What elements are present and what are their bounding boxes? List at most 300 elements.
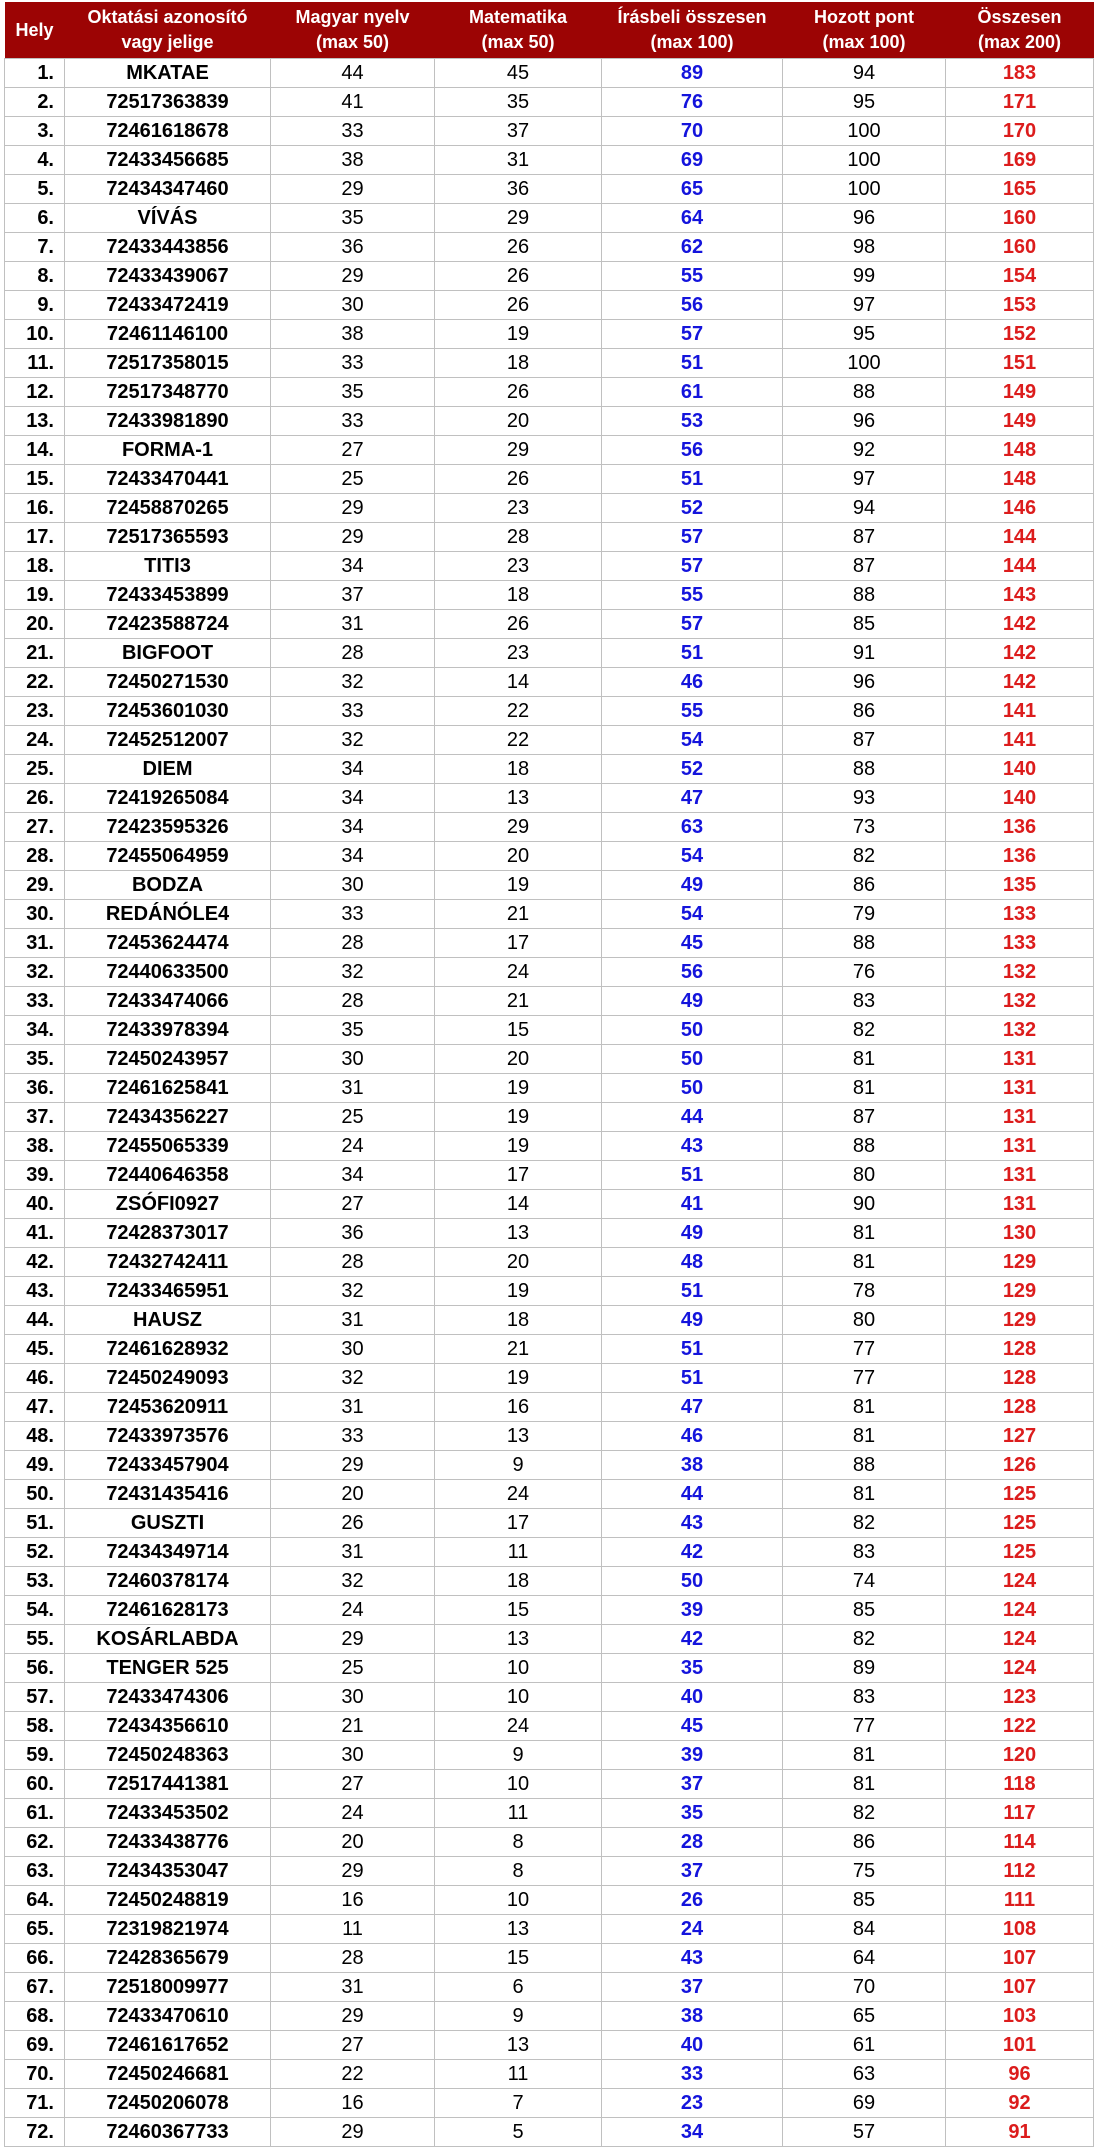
table-row <box>5 1857 1094 1886</box>
hozott-score-cell: 83 <box>783 987 946 1016</box>
table-row <box>5 233 1094 262</box>
osszesen-total-cell: 108 <box>946 1915 1094 1944</box>
table-row <box>5 668 1094 697</box>
rank-cell: 5. <box>5 175 65 204</box>
irasbeli-total-cell: 28 <box>602 1828 783 1857</box>
irasbeli-total-cell: 50 <box>602 1567 783 1596</box>
osszesen-total-cell: 120 <box>946 1741 1094 1770</box>
id-cell: 72452512007 <box>65 726 271 755</box>
matematika-score-cell: 18 <box>435 581 602 610</box>
rank-cell: 6. <box>5 204 65 233</box>
id-cell: 72433474066 <box>65 987 271 1016</box>
osszesen-total-cell: 107 <box>946 1944 1094 1973</box>
table-row <box>5 842 1094 871</box>
table-row <box>5 1422 1094 1451</box>
matematika-score-cell: 15 <box>435 1944 602 1973</box>
irasbeli-total-cell: 44 <box>602 1480 783 1509</box>
rank-cell: 21. <box>5 639 65 668</box>
matematika-score-cell: 26 <box>435 610 602 639</box>
osszesen-total-cell: 122 <box>946 1712 1094 1741</box>
id-cell: HAUSZ <box>65 1306 271 1335</box>
table-row <box>5 378 1094 407</box>
hozott-score-cell: 87 <box>783 523 946 552</box>
osszesen-total-cell: 103 <box>946 2002 1094 2031</box>
matematika-score-cell: 10 <box>435 1886 602 1915</box>
rank-cell: 40. <box>5 1190 65 1219</box>
rank-cell: 1. <box>5 59 65 88</box>
table-row <box>5 1190 1094 1219</box>
osszesen-total-cell: 140 <box>946 784 1094 813</box>
table-row <box>5 1886 1094 1915</box>
matematika-score-cell: 21 <box>435 1335 602 1364</box>
hozott-score-cell: 81 <box>783 1480 946 1509</box>
irasbeli-total-cell: 49 <box>602 987 783 1016</box>
table-row <box>5 1016 1094 1045</box>
magyar-score-cell: 32 <box>271 1567 435 1596</box>
hozott-score-cell: 85 <box>783 1596 946 1625</box>
rank-cell: 14. <box>5 436 65 465</box>
irasbeli-total-cell: 61 <box>602 378 783 407</box>
hozott-score-cell: 87 <box>783 726 946 755</box>
osszesen-total-cell: 142 <box>946 639 1094 668</box>
matematika-score-cell: 20 <box>435 842 602 871</box>
table-row <box>5 2089 1094 2118</box>
irasbeli-total-cell: 35 <box>602 1654 783 1683</box>
osszesen-total-cell: 131 <box>946 1132 1094 1161</box>
matematika-score-cell: 16 <box>435 1393 602 1422</box>
osszesen-total-cell: 149 <box>946 407 1094 436</box>
rank-cell: 39. <box>5 1161 65 1190</box>
rank-cell: 8. <box>5 262 65 291</box>
hozott-score-cell: 97 <box>783 465 946 494</box>
hozott-score-cell: 81 <box>783 1219 946 1248</box>
matematika-score-cell: 8 <box>435 1857 602 1886</box>
irasbeli-total-cell: 56 <box>602 291 783 320</box>
matematika-score-cell: 23 <box>435 639 602 668</box>
osszesen-total-cell: 183 <box>946 59 1094 88</box>
id-cell: 72450271530 <box>65 668 271 697</box>
hozott-score-cell: 88 <box>783 1451 946 1480</box>
table-row <box>5 1944 1094 1973</box>
matematika-score-cell: 11 <box>435 2060 602 2089</box>
matematika-score-cell: 22 <box>435 697 602 726</box>
irasbeli-total-cell: 51 <box>602 1161 783 1190</box>
irasbeli-total-cell: 50 <box>602 1016 783 1045</box>
magyar-score-cell: 25 <box>271 1654 435 1683</box>
magyar-score-cell: 34 <box>271 1161 435 1190</box>
table-row <box>5 1538 1094 1567</box>
osszesen-total-cell: 125 <box>946 1509 1094 1538</box>
osszesen-total-cell: 136 <box>946 813 1094 842</box>
matematika-score-cell: 21 <box>435 900 602 929</box>
hozott-score-cell: 99 <box>783 262 946 291</box>
irasbeli-total-cell: 43 <box>602 1509 783 1538</box>
table-row <box>5 1625 1094 1654</box>
hozott-score-cell: 88 <box>783 378 946 407</box>
irasbeli-total-cell: 40 <box>602 1683 783 1712</box>
matematika-score-cell: 20 <box>435 1045 602 1074</box>
osszesen-total-cell: 118 <box>946 1770 1094 1799</box>
table-row <box>5 697 1094 726</box>
rank-cell: 50. <box>5 1480 65 1509</box>
magyar-score-cell: 38 <box>271 320 435 349</box>
irasbeli-total-cell: 54 <box>602 726 783 755</box>
magyar-score-cell: 34 <box>271 552 435 581</box>
rank-cell: 70. <box>5 2060 65 2089</box>
id-cell: 72450206078 <box>65 2089 271 2118</box>
osszesen-total-cell: 142 <box>946 610 1094 639</box>
table-row <box>5 1161 1094 1190</box>
id-cell: 72433472419 <box>65 291 271 320</box>
table-row <box>5 320 1094 349</box>
osszesen-total-cell: 125 <box>946 1480 1094 1509</box>
matematika-score-cell: 18 <box>435 755 602 784</box>
irasbeli-total-cell: 49 <box>602 871 783 900</box>
rank-cell: 16. <box>5 494 65 523</box>
rank-cell: 62. <box>5 1828 65 1857</box>
hozott-score-cell: 83 <box>783 1683 946 1712</box>
irasbeli-total-cell: 55 <box>602 697 783 726</box>
hozott-score-cell: 65 <box>783 2002 946 2031</box>
hozott-score-cell: 88 <box>783 755 946 784</box>
irasbeli-total-cell: 55 <box>602 262 783 291</box>
magyar-score-cell: 29 <box>271 523 435 552</box>
irasbeli-total-cell: 46 <box>602 668 783 697</box>
magyar-score-cell: 44 <box>271 59 435 88</box>
magyar-score-cell: 31 <box>271 1306 435 1335</box>
rank-cell: 35. <box>5 1045 65 1074</box>
table-row <box>5 1596 1094 1625</box>
table-row <box>5 1712 1094 1741</box>
osszesen-total-cell: 127 <box>946 1422 1094 1451</box>
id-cell: 72455065339 <box>65 1132 271 1161</box>
magyar-score-cell: 29 <box>271 1625 435 1654</box>
magyar-score-cell: 30 <box>271 1045 435 1074</box>
hozott-score-cell: 100 <box>783 175 946 204</box>
id-cell: FORMA-1 <box>65 436 271 465</box>
header-osszesen <box>946 2 1094 59</box>
irasbeli-total-cell: 51 <box>602 465 783 494</box>
irasbeli-total-cell: 49 <box>602 1306 783 1335</box>
osszesen-total-cell: 101 <box>946 2031 1094 2060</box>
hozott-score-cell: 91 <box>783 639 946 668</box>
magyar-score-cell: 32 <box>271 668 435 697</box>
id-cell: 72461628932 <box>65 1335 271 1364</box>
irasbeli-total-cell: 54 <box>602 900 783 929</box>
rank-cell: 17. <box>5 523 65 552</box>
rank-cell: 33. <box>5 987 65 1016</box>
table-row <box>5 204 1094 233</box>
hozott-score-cell: 86 <box>783 697 946 726</box>
id-cell: 72428365679 <box>65 1944 271 1973</box>
table-row <box>5 552 1094 581</box>
matematika-score-cell: 19 <box>435 1277 602 1306</box>
magyar-score-cell: 27 <box>271 1190 435 1219</box>
matematika-score-cell: 26 <box>435 233 602 262</box>
hozott-score-cell: 95 <box>783 320 946 349</box>
hozott-score-cell: 73 <box>783 813 946 842</box>
osszesen-total-cell: 124 <box>946 1654 1094 1683</box>
osszesen-total-cell: 130 <box>946 1219 1094 1248</box>
magyar-score-cell: 21 <box>271 1712 435 1741</box>
table-row <box>5 262 1094 291</box>
osszesen-total-cell: 107 <box>946 1973 1094 2002</box>
osszesen-total-cell: 142 <box>946 668 1094 697</box>
table-row <box>5 1973 1094 2002</box>
matematika-score-cell: 9 <box>435 1451 602 1480</box>
irasbeli-total-cell: 34 <box>602 2118 783 2147</box>
osszesen-total-cell: 128 <box>946 1335 1094 1364</box>
hozott-score-cell: 78 <box>783 1277 946 1306</box>
results-table-header <box>5 2 1094 59</box>
id-cell: 72518009977 <box>65 1973 271 2002</box>
magyar-score-cell: 29 <box>271 1451 435 1480</box>
irasbeli-total-cell: 56 <box>602 436 783 465</box>
id-cell: VÍVÁS <box>65 204 271 233</box>
osszesen-total-cell: 141 <box>946 726 1094 755</box>
hozott-score-cell: 76 <box>783 958 946 987</box>
id-cell: 72433438776 <box>65 1828 271 1857</box>
hozott-score-cell: 82 <box>783 1016 946 1045</box>
rank-cell: 18. <box>5 552 65 581</box>
hozott-score-cell: 85 <box>783 610 946 639</box>
hozott-score-cell: 87 <box>783 1103 946 1132</box>
hozott-score-cell: 81 <box>783 1248 946 1277</box>
id-cell: 72433978394 <box>65 1016 271 1045</box>
rank-cell: 11. <box>5 349 65 378</box>
irasbeli-total-cell: 63 <box>602 813 783 842</box>
header-osszesen-line1: Összesen <box>977 7 1062 27</box>
id-cell: 72455064959 <box>65 842 271 871</box>
rank-cell: 13. <box>5 407 65 436</box>
hozott-score-cell: 100 <box>783 117 946 146</box>
irasbeli-total-cell: 57 <box>602 610 783 639</box>
rank-cell: 66. <box>5 1944 65 1973</box>
header-hozott-line2: (max 100) <box>822 32 906 52</box>
magyar-score-cell: 33 <box>271 117 435 146</box>
osszesen-total-cell: 148 <box>946 436 1094 465</box>
matematika-score-cell: 9 <box>435 1741 602 1770</box>
hozott-score-cell: 85 <box>783 1886 946 1915</box>
id-cell: 72434356610 <box>65 1712 271 1741</box>
magyar-score-cell: 26 <box>271 1509 435 1538</box>
irasbeli-total-cell: 48 <box>602 1248 783 1277</box>
matematika-score-cell: 29 <box>435 813 602 842</box>
table-row <box>5 1045 1094 1074</box>
matematika-score-cell: 24 <box>435 958 602 987</box>
matematika-score-cell: 26 <box>435 465 602 494</box>
rank-cell: 7. <box>5 233 65 262</box>
magyar-score-cell: 28 <box>271 639 435 668</box>
osszesen-total-cell: 129 <box>946 1248 1094 1277</box>
id-cell: 72433981890 <box>65 407 271 436</box>
rank-cell: 53. <box>5 1567 65 1596</box>
osszesen-total-cell: 123 <box>946 1683 1094 1712</box>
table-row <box>5 117 1094 146</box>
table-row <box>5 349 1094 378</box>
table-row <box>5 1306 1094 1335</box>
osszesen-total-cell: 132 <box>946 958 1094 987</box>
magyar-score-cell: 24 <box>271 1596 435 1625</box>
magyar-score-cell: 29 <box>271 262 435 291</box>
hozott-score-cell: 81 <box>783 1422 946 1451</box>
matematika-score-cell: 37 <box>435 117 602 146</box>
hozott-score-cell: 81 <box>783 1770 946 1799</box>
hozott-score-cell: 100 <box>783 146 946 175</box>
irasbeli-total-cell: 51 <box>602 1335 783 1364</box>
matematika-score-cell: 19 <box>435 1364 602 1393</box>
matematika-score-cell: 45 <box>435 59 602 88</box>
matematika-score-cell: 19 <box>435 1132 602 1161</box>
matematika-score-cell: 13 <box>435 1625 602 1654</box>
rank-cell: 49. <box>5 1451 65 1480</box>
id-cell: 72517363839 <box>65 88 271 117</box>
irasbeli-total-cell: 50 <box>602 1074 783 1103</box>
matematika-score-cell: 19 <box>435 1103 602 1132</box>
magyar-score-cell: 31 <box>271 1393 435 1422</box>
id-cell: 72517365593 <box>65 523 271 552</box>
osszesen-total-cell: 144 <box>946 523 1094 552</box>
table-row <box>5 2031 1094 2060</box>
header-hely <box>5 2 65 59</box>
hozott-score-cell: 77 <box>783 1364 946 1393</box>
matematika-score-cell: 19 <box>435 1074 602 1103</box>
hozott-score-cell: 63 <box>783 2060 946 2089</box>
rank-cell: 42. <box>5 1248 65 1277</box>
magyar-score-cell: 37 <box>271 581 435 610</box>
table-row <box>5 958 1094 987</box>
id-cell: 72428373017 <box>65 1219 271 1248</box>
id-cell: TENGER 525 <box>65 1654 271 1683</box>
id-cell: 72433470441 <box>65 465 271 494</box>
osszesen-total-cell: 124 <box>946 1596 1094 1625</box>
irasbeli-total-cell: 56 <box>602 958 783 987</box>
irasbeli-total-cell: 70 <box>602 117 783 146</box>
matematika-score-cell: 20 <box>435 407 602 436</box>
irasbeli-total-cell: 49 <box>602 1219 783 1248</box>
magyar-score-cell: 30 <box>271 1335 435 1364</box>
id-cell: 72434347460 <box>65 175 271 204</box>
magyar-score-cell: 11 <box>271 1915 435 1944</box>
irasbeli-total-cell: 37 <box>602 1857 783 1886</box>
id-cell: 72433439067 <box>65 262 271 291</box>
matematika-score-cell: 10 <box>435 1654 602 1683</box>
results-table-body <box>5 59 1094 2147</box>
magyar-score-cell: 25 <box>271 465 435 494</box>
table-row <box>5 726 1094 755</box>
table-row <box>5 2118 1094 2147</box>
table-row <box>5 175 1094 204</box>
magyar-score-cell: 36 <box>271 233 435 262</box>
table-row <box>5 755 1094 784</box>
hozott-score-cell: 77 <box>783 1335 946 1364</box>
irasbeli-total-cell: 47 <box>602 784 783 813</box>
id-cell: KOSÁRLABDA <box>65 1625 271 1654</box>
irasbeli-total-cell: 23 <box>602 2089 783 2118</box>
table-row <box>5 1567 1094 1596</box>
osszesen-total-cell: 129 <box>946 1306 1094 1335</box>
hozott-score-cell: 84 <box>783 1915 946 1944</box>
table-row <box>5 639 1094 668</box>
matematika-score-cell: 36 <box>435 175 602 204</box>
magyar-score-cell: 34 <box>271 813 435 842</box>
osszesen-total-cell: 131 <box>946 1074 1094 1103</box>
table-row <box>5 784 1094 813</box>
irasbeli-total-cell: 51 <box>602 1277 783 1306</box>
matematika-score-cell: 10 <box>435 1770 602 1799</box>
matematika-score-cell: 22 <box>435 726 602 755</box>
rank-cell: 4. <box>5 146 65 175</box>
id-cell: 72433470610 <box>65 2002 271 2031</box>
rank-cell: 43. <box>5 1277 65 1306</box>
osszesen-total-cell: 92 <box>946 2089 1094 2118</box>
header-azonosito-line1: Oktatási azonosító <box>87 7 248 27</box>
table-row <box>5 1509 1094 1538</box>
rank-cell: 65. <box>5 1915 65 1944</box>
irasbeli-total-cell: 51 <box>602 639 783 668</box>
magyar-score-cell: 32 <box>271 1364 435 1393</box>
magyar-score-cell: 32 <box>271 958 435 987</box>
table-row <box>5 1393 1094 1422</box>
osszesen-total-cell: 146 <box>946 494 1094 523</box>
osszesen-total-cell: 170 <box>946 117 1094 146</box>
id-cell: 72434353047 <box>65 1857 271 1886</box>
osszesen-total-cell: 153 <box>946 291 1094 320</box>
osszesen-total-cell: 131 <box>946 1103 1094 1132</box>
irasbeli-total-cell: 42 <box>602 1625 783 1654</box>
rank-cell: 44. <box>5 1306 65 1335</box>
id-cell: ZSÓFI0927 <box>65 1190 271 1219</box>
rank-cell: 68. <box>5 2002 65 2031</box>
hozott-score-cell: 77 <box>783 1712 946 1741</box>
id-cell: 72453601030 <box>65 697 271 726</box>
irasbeli-total-cell: 55 <box>602 581 783 610</box>
id-cell: 72433456685 <box>65 146 271 175</box>
table-row <box>5 1103 1094 1132</box>
hozott-score-cell: 69 <box>783 2089 946 2118</box>
magyar-score-cell: 31 <box>271 1074 435 1103</box>
osszesen-total-cell: 160 <box>946 233 1094 262</box>
table-row <box>5 1741 1094 1770</box>
hozott-score-cell: 88 <box>783 929 946 958</box>
magyar-score-cell: 33 <box>271 1422 435 1451</box>
rank-cell: 57. <box>5 1683 65 1712</box>
irasbeli-total-cell: 26 <box>602 1886 783 1915</box>
id-cell: 72461618678 <box>65 117 271 146</box>
osszesen-total-cell: 140 <box>946 755 1094 784</box>
table-row <box>5 146 1094 175</box>
id-cell: 72461146100 <box>65 320 271 349</box>
matematika-score-cell: 26 <box>435 378 602 407</box>
hozott-score-cell: 92 <box>783 436 946 465</box>
osszesen-total-cell: 152 <box>946 320 1094 349</box>
osszesen-total-cell: 126 <box>946 1451 1094 1480</box>
table-row <box>5 929 1094 958</box>
irasbeli-total-cell: 57 <box>602 552 783 581</box>
osszesen-total-cell: 125 <box>946 1538 1094 1567</box>
rank-cell: 46. <box>5 1364 65 1393</box>
header-magyar-line2: (max 50) <box>315 32 390 52</box>
table-row <box>5 1654 1094 1683</box>
matematika-score-cell: 6 <box>435 1973 602 2002</box>
irasbeli-total-cell: 57 <box>602 523 783 552</box>
hozott-score-cell: 79 <box>783 900 946 929</box>
matematika-score-cell: 11 <box>435 1799 602 1828</box>
rank-cell: 31. <box>5 929 65 958</box>
irasbeli-total-cell: 57 <box>602 320 783 349</box>
table-row <box>5 1132 1094 1161</box>
magyar-score-cell: 20 <box>271 1828 435 1857</box>
